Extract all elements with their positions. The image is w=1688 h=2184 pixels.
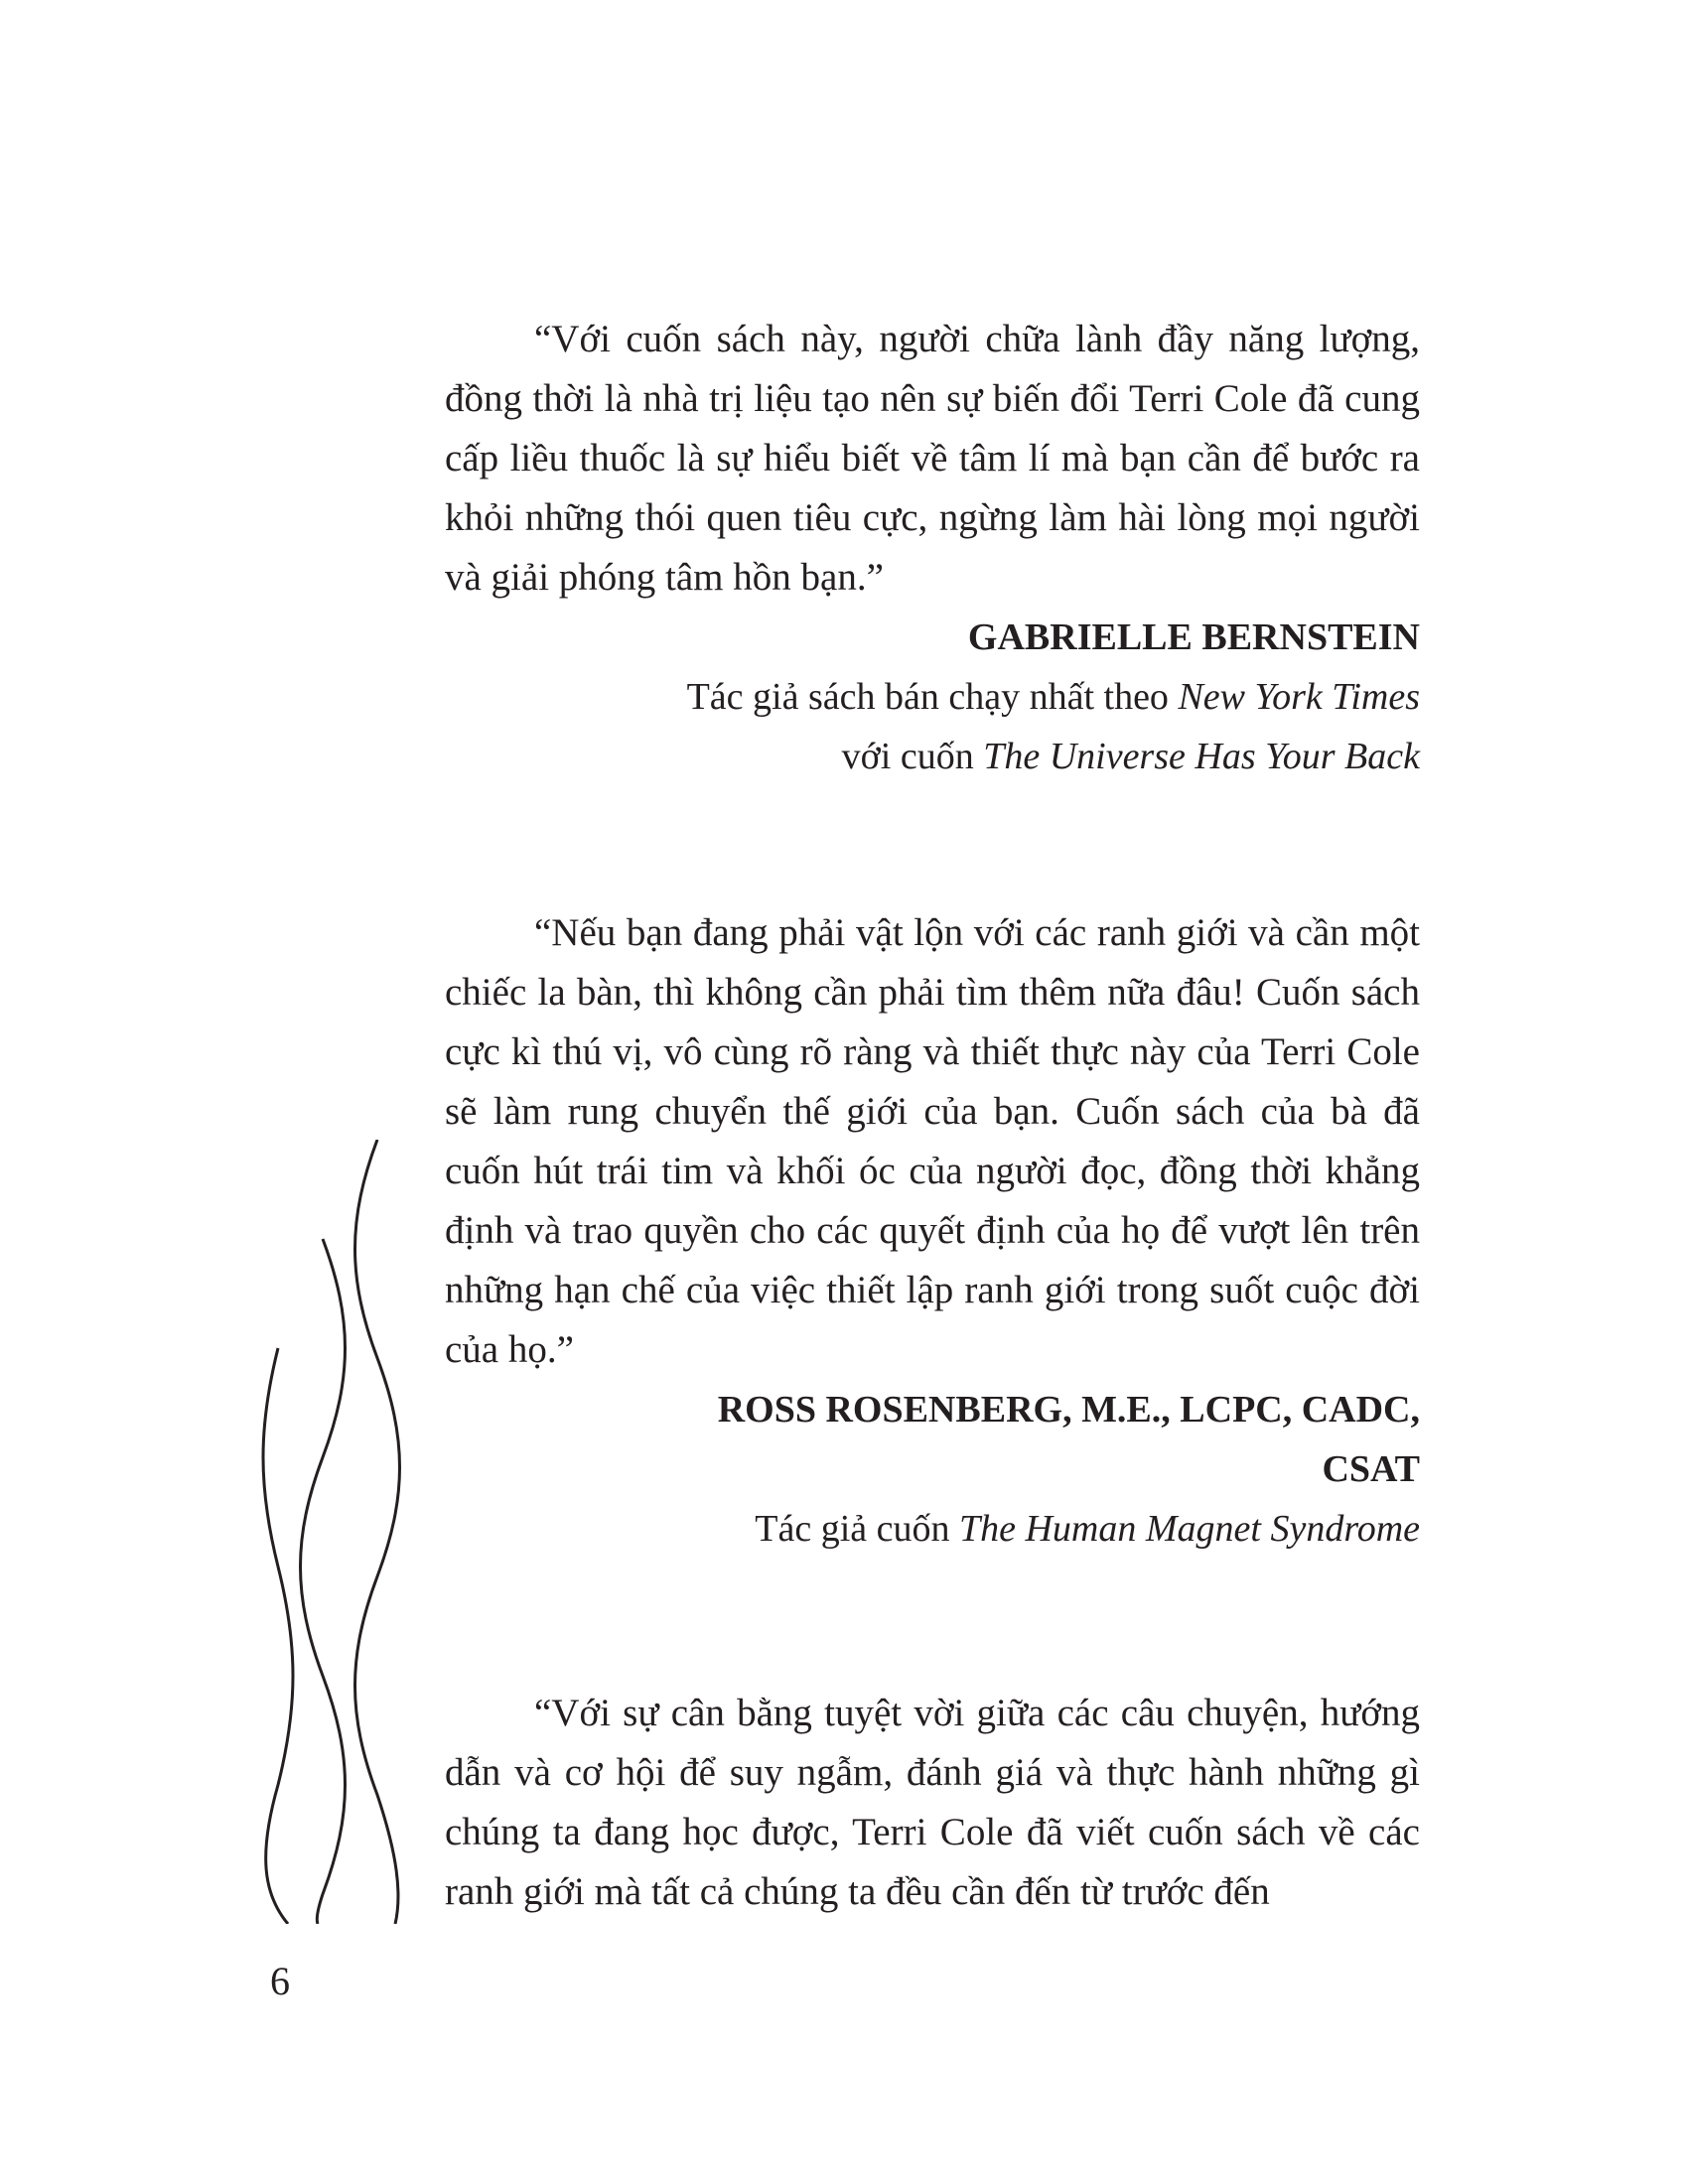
- quote-author-line-1: ROSS ROSENBERG, M.E., LCPC, CADC,: [717, 1389, 1420, 1431]
- wave-line-1: [263, 1348, 293, 1924]
- quote-block-ross-rosenberg: [445, 903, 1420, 1559]
- page-number: 6: [270, 1959, 290, 2003]
- quote-author-description: [445, 667, 1420, 727]
- book-title: The Human Magnet Syndrome: [958, 1508, 1420, 1550]
- quote-block-gabrielle-bernstein: [445, 310, 1420, 786]
- quote-author: GABRIELLE BERNSTEIN: [967, 616, 1420, 658]
- quote-author-book: [445, 1499, 1420, 1559]
- quote-block-continued: [445, 1684, 1420, 1922]
- quote-author-book: [445, 727, 1420, 786]
- quote-text: “Với sự cân bằng tuyệt vời giữa các câu chuyện, hướng dẫn và cơ hội để suy ngẫm, đánh giá và thực hành những gì chúng ta đang học được, Terri Cole đã viết cuốn sách về các ranh giới mà tất cả chúng ta đều cần đến từ trước đến: [445, 1692, 1420, 1913]
- publication-title: New York Times: [1178, 676, 1420, 718]
- wave-line-3: [355, 1140, 400, 1924]
- quote-text: “Nếu bạn đang phải vật lộn với các ranh giới và cần một chiếc la bàn, thì không cần phải tìm thêm nữa đâu! Cuốn sách cực kì thú vị, vô cùng rõ ràng và thiết thực này của Terri Cole sẽ làm rung chuyển thế giới của bạn. Cuốn sách của bà đã cuốn hút trái tim và khối óc của người đọc, đồng thời khẳng định và trao quyền cho các quyết định của họ để vượt lên trên những hạn chế của việc thiết lập ranh giới trong suốt cuộc đời của họ.”: [445, 911, 1420, 1371]
- quote-text: “Với cuốn sách này, người chữa lành đầy năng lượng, đồng thời là nhà trị liệu tạo nên sự biến đổi Terri Cole đã cung cấp liều thuốc là sự hiểu biết về tâm lí mà bạn cần để bước ra khỏi những thói quen tiêu cực, ngừng làm hài lòng mọi người và giải phóng tâm hồn bạn.”: [445, 318, 1420, 599]
- book-title: The Universe Has Your Back: [983, 736, 1420, 777]
- quote-author-line-2: CSAT: [1322, 1448, 1420, 1490]
- author-description-text: Tác giả sách bán chạy nhất theo: [686, 676, 1179, 718]
- wave-line-2: [301, 1239, 346, 1924]
- author-book-text: Tác giả cuốn: [755, 1508, 959, 1550]
- author-book-text: với cuốn: [841, 736, 984, 777]
- wavy-lines-icon: [258, 1140, 417, 1924]
